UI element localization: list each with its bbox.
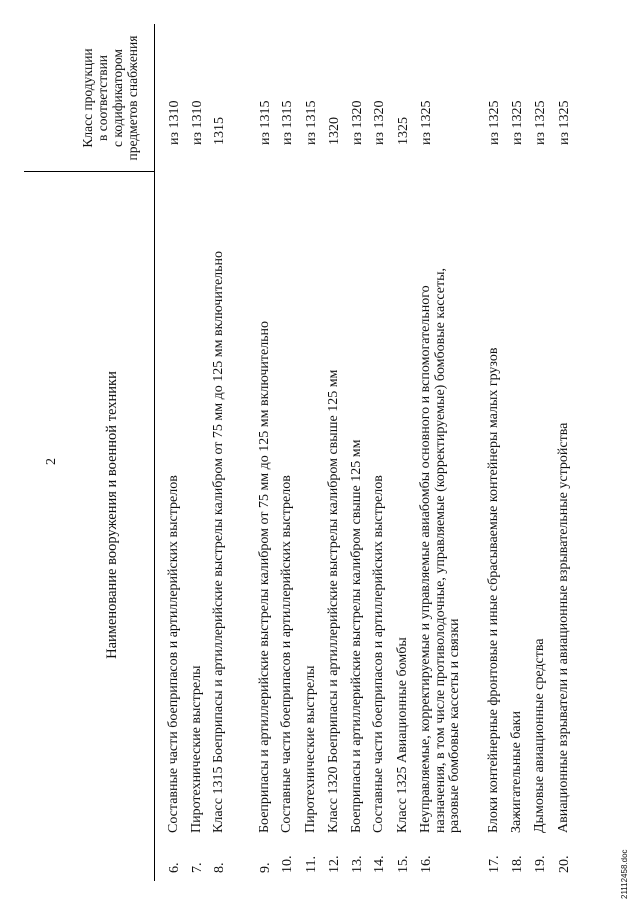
page-number: 2 — [44, 458, 59, 465]
row-number: 6. — [167, 862, 182, 873]
row-number: 15. — [396, 855, 411, 873]
row-class: из 1325 — [487, 100, 502, 145]
row-class: из 1325 — [510, 100, 525, 145]
header-name-column: Наименование вооружения и военной техники — [104, 371, 120, 659]
row-name: Класс 1325 Авиационные бомбы — [395, 637, 410, 833]
row-name: Составные части боеприпасов и артиллерийских выстрелов — [166, 475, 181, 833]
row-class: из 1315 — [304, 100, 319, 145]
header-class-line: Класс продукции — [80, 48, 95, 148]
row-number: 18. — [510, 855, 525, 873]
row-class: 1315 — [212, 117, 227, 145]
row-class: 1320 — [327, 117, 342, 145]
row-number: 8. — [212, 862, 227, 873]
row-number: 16. — [419, 855, 434, 873]
row-name: Составные части боеприпасов и артиллерийских выстрелов — [371, 475, 386, 833]
row-name: Класс 1315 Боеприпасы и артиллерийские выстрелы калибром от 75 мм до 125 мм включительно — [211, 250, 226, 833]
row-name: Авиационные взрыватели и авиационные взрывательные устройства — [556, 422, 571, 833]
row-class: из 1315 — [280, 100, 295, 145]
row-class: из 1310 — [167, 100, 182, 145]
row-number: 10. — [280, 855, 295, 873]
row-class: из 1320 — [372, 100, 387, 145]
header-bottom-rule — [154, 24, 155, 881]
row-number: 9. — [258, 862, 273, 873]
row-class: из 1315 — [258, 100, 273, 145]
header-class-line: в соответствии — [95, 54, 110, 142]
row-name: Боеприпасы и артиллерийские выстрелы калибром от 75 мм до 125 мм включительно — [257, 320, 272, 833]
row-number: 7. — [190, 862, 205, 873]
row-number: 12. — [327, 855, 342, 873]
header-class-column — [80, 28, 140, 168]
row-class: из 1310 — [190, 100, 205, 145]
row-class: из 1325 — [419, 100, 434, 145]
header-class-line: предметов снабжения — [125, 35, 140, 161]
row-name: Блоки контейнерные фронтовые и иные сбрасываемые контейнеры малых грузов — [486, 347, 501, 833]
row-number: 17. — [487, 855, 502, 873]
header-column-divider — [24, 171, 154, 172]
row-name: Класс 1320 Боеприпасы и артиллерийские выстрелы калибром свыше 125 мм — [326, 369, 341, 833]
row-number: 14. — [372, 855, 387, 873]
row-number: 11. — [304, 856, 319, 873]
row-name: Пиротехнические выстрелы — [303, 665, 318, 833]
row-number: 13. — [350, 855, 365, 873]
row-name: Боеприпасы и артиллерийские выстрелы калибром свыше 125 мм — [349, 439, 364, 833]
row-class: 1325 — [396, 117, 411, 145]
row-class: из 1320 — [350, 100, 365, 145]
row-class: из 1325 — [557, 100, 572, 145]
row-number: 19. — [533, 855, 548, 873]
row-name: Составные части боеприпасов и артиллерийских выстрелов — [279, 475, 294, 833]
row-name: Пиротехнические выстрелы — [189, 665, 204, 833]
row-name: Неуправляемые, корректируемые и управляемые авиабомбы основного и вспомогательного назначения, в том числе противолодочные, управляемые (корректируемые) бомбовые кассеты, разовые бомбовые кассеты и связки — [418, 267, 462, 833]
row-class: из 1325 — [533, 100, 548, 145]
row-number: 20. — [557, 855, 572, 873]
document-code: 21112458.doc — [620, 849, 629, 899]
row-name: Зажигательные баки — [509, 711, 524, 833]
header-class-line: с кодификатором — [110, 49, 125, 147]
row-name: Дымовые авиационные средства — [532, 638, 547, 833]
